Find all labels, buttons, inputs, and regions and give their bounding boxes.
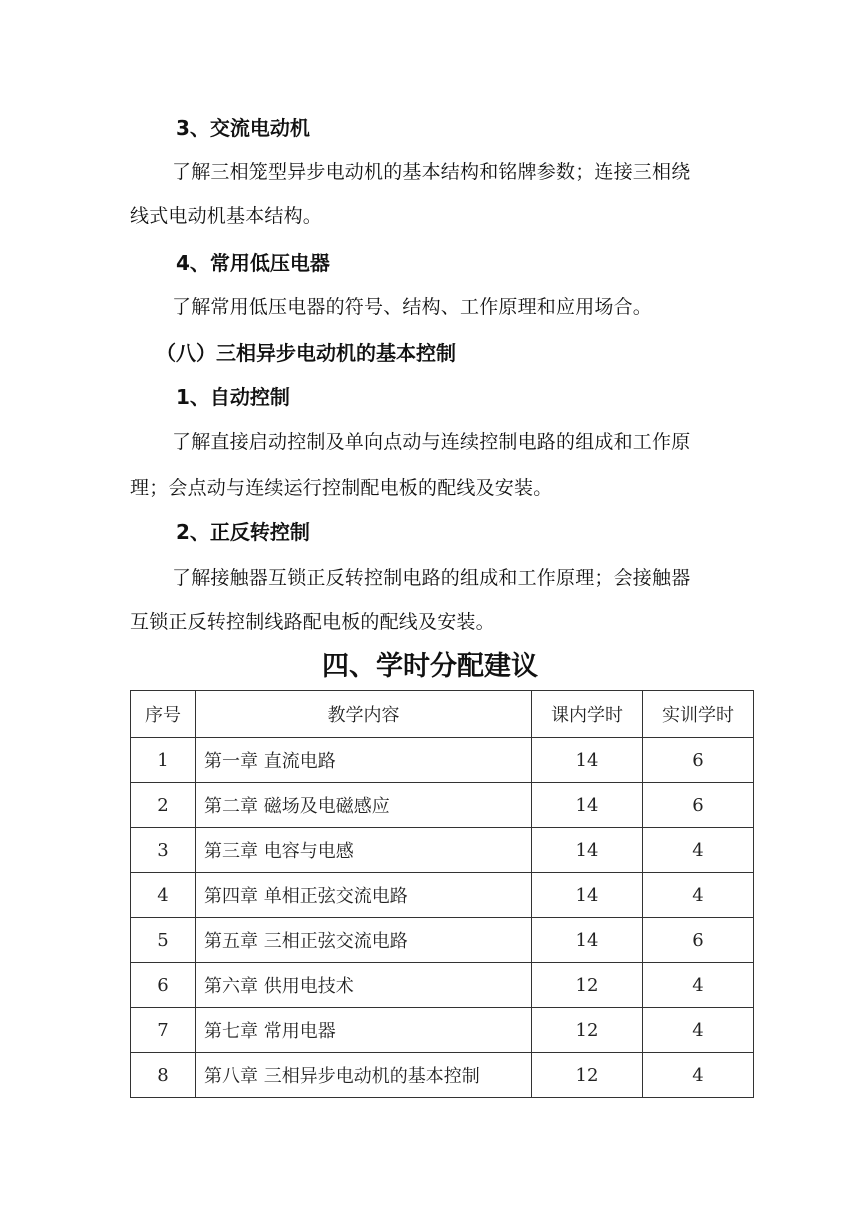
row-content: 第七章 常用电器 [196,1008,532,1053]
hours-allocation-title: 四、学时分配建议 [322,651,538,682]
part-8-1-text-line-2: 理；会点动与连续运行控制配电板的配线及安装。 [130,477,553,499]
row-class-hours: 14 [532,783,643,828]
section-3-text-line-2: 线式电动机基本结构。 [130,205,323,227]
row-practice-hours: 4 [643,1053,754,1098]
row-content: 第六章 供用电技术 [196,963,532,1008]
row-class-hours: 14 [532,738,643,783]
hours-allocation-table [130,690,754,1098]
row-content: 第三章 电容与电感 [196,828,532,873]
table-row [131,828,754,873]
row-content: 第五章 三相正弦交流电路 [196,918,532,963]
table-row [131,738,754,783]
row-class-hours: 12 [532,1053,643,1098]
row-number: 8 [131,1053,196,1098]
row-class-hours: 14 [532,918,643,963]
row-practice-hours: 4 [643,1008,754,1053]
row-practice-hours: 4 [643,873,754,918]
header-content: 教学内容 [196,691,532,738]
row-practice-hours: 4 [643,963,754,1008]
row-class-hours: 14 [532,828,643,873]
row-content: 第四章 单相正弦交流电路 [196,873,532,918]
section-3-text-line-1: 了解三相笼型异步电动机的基本结构和铭牌参数；连接三相绕 [172,161,691,183]
row-content: 第二章 磁场及电磁感应 [196,783,532,828]
header-number: 序号 [131,691,196,738]
section-3-heading: 3、交流电动机 [176,116,310,140]
section-4-heading: 4、常用低压电器 [176,251,330,275]
part-8-2-text-line-2: 互锁正反转控制线路配电板的配线及安装。 [130,611,495,633]
part-8-heading: （八）三相异步电动机的基本控制 [156,341,456,365]
table-row [131,873,754,918]
table-row [131,1008,754,1053]
table-row [131,783,754,828]
row-number: 2 [131,783,196,828]
row-class-hours: 14 [532,873,643,918]
row-number: 4 [131,873,196,918]
row-number: 1 [131,738,196,783]
row-practice-hours: 6 [643,918,754,963]
row-number: 7 [131,1008,196,1053]
part-8-1-heading: 1、自动控制 [176,385,290,409]
row-content: 第八章 三相异步电动机的基本控制 [196,1053,532,1098]
header-class-hours: 课内学时 [532,691,643,738]
row-practice-hours: 6 [643,783,754,828]
row-class-hours: 12 [532,963,643,1008]
table-row [131,963,754,1008]
row-content: 第一章 直流电路 [196,738,532,783]
row-practice-hours: 6 [643,738,754,783]
part-8-2-heading: 2、正反转控制 [176,520,310,544]
row-practice-hours: 4 [643,828,754,873]
part-8-2-text-line-1: 了解接触器互锁正反转控制电路的组成和工作原理；会接触器 [172,567,691,589]
row-number: 6 [131,963,196,1008]
table-header-row [131,691,754,738]
row-class-hours: 12 [532,1008,643,1053]
table-row [131,918,754,963]
row-number: 5 [131,918,196,963]
header-practice-hours: 实训学时 [643,691,754,738]
section-4-text-line-1: 了解常用低压电器的符号、结构、工作原理和应用场合。 [172,296,653,318]
table-row [131,1053,754,1098]
part-8-1-text-line-1: 了解直接启动控制及单向点动与连续控制电路的组成和工作原 [172,431,691,453]
row-number: 3 [131,828,196,873]
